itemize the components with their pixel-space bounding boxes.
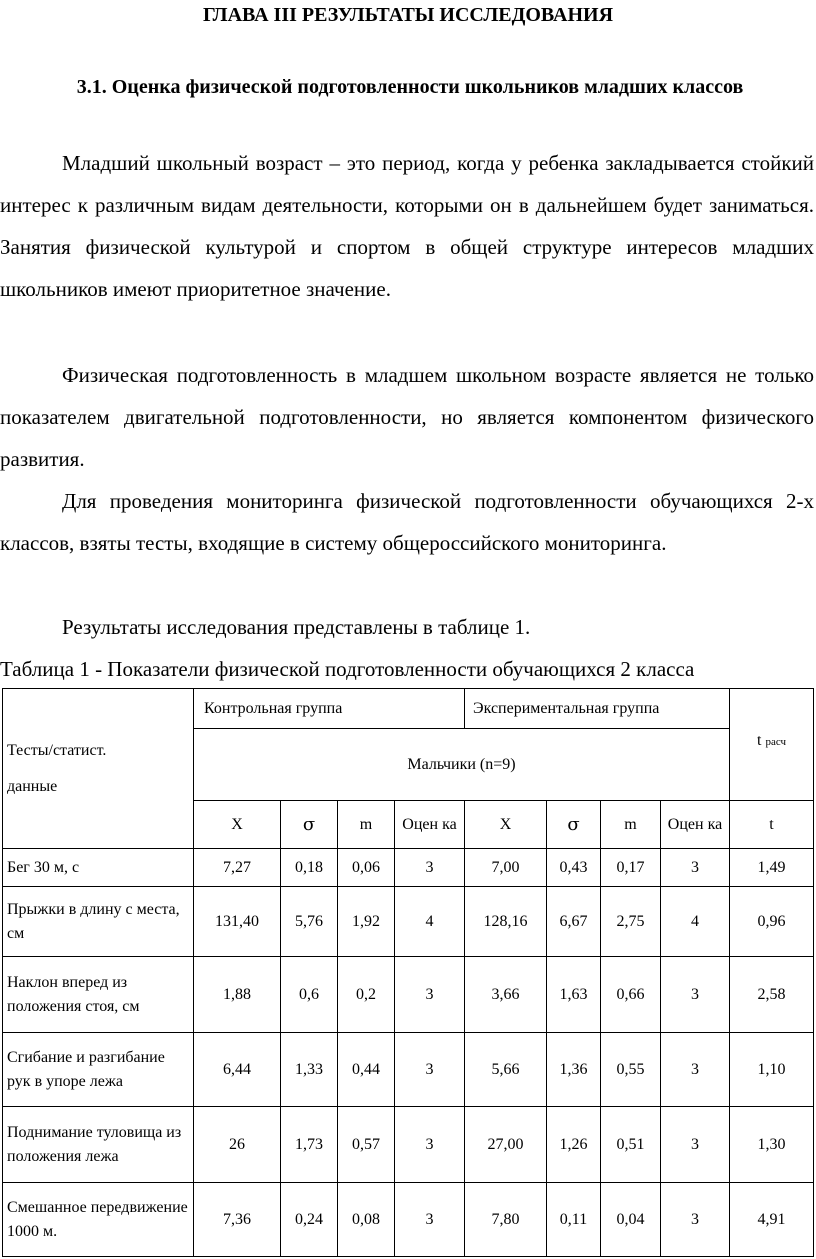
control-sigma: 1,33 <box>281 1033 338 1107</box>
control-x: 26 <box>194 1107 281 1183</box>
table-caption: Таблица 1 - Показатели физической подготовленности обучающихся 2 класса <box>0 657 695 681</box>
header-control-m: m <box>338 801 395 849</box>
row-test-name: Смешанное передвижение 1000 м. <box>3 1183 194 1257</box>
header-tests-line2: данные <box>7 777 58 795</box>
header-t-calc-sub: расч <box>765 736 787 748</box>
exp-score: 3 <box>661 1033 730 1107</box>
table-row <box>3 957 814 1033</box>
paragraph-3: Для проведения мониторинга физической подготовленности обучающихся 2-х классов, взяты тесты, входящие в систему общероссийского мониторинга. <box>0 489 814 555</box>
control-score: 3 <box>395 1183 465 1257</box>
control-score: 4 <box>395 887 465 957</box>
row-test-name: Наклон вперед из положения стоя, см <box>3 957 194 1033</box>
control-x: 7,36 <box>194 1183 281 1257</box>
control-score: 3 <box>395 849 465 887</box>
chapter-title: ГЛАВА III РЕЗУЛЬТАТЫ ИССЛЕДОВАНИЯ <box>202 4 614 26</box>
header-control-sigma: σ <box>281 801 338 849</box>
exp-score: 4 <box>661 887 730 957</box>
exp-sigma: 1,63 <box>547 957 601 1033</box>
control-x: 6,44 <box>194 1033 281 1107</box>
exp-sigma: 6,67 <box>547 887 601 957</box>
exp-x: 5,66 <box>465 1033 547 1107</box>
control-m: 0,06 <box>338 849 395 887</box>
exp-x: 7,00 <box>465 849 547 887</box>
exp-score: 3 <box>661 849 730 887</box>
exp-m: 0,51 <box>601 1107 661 1183</box>
control-sigma: 0,6 <box>281 957 338 1033</box>
header-t-calc-main: t <box>756 732 762 749</box>
t-value: 1,30 <box>730 1107 814 1183</box>
exp-m: 0,66 <box>601 957 661 1033</box>
t-value: 0,96 <box>730 887 814 957</box>
header-t-calc <box>730 689 814 801</box>
table-row <box>3 1033 814 1107</box>
control-score: 3 <box>395 957 465 1033</box>
control-m: 0,57 <box>338 1107 395 1183</box>
exp-score: 3 <box>661 1107 730 1183</box>
control-m: 0,2 <box>338 957 395 1033</box>
table-row <box>3 887 814 957</box>
control-x: 1,88 <box>194 957 281 1033</box>
section-title: 3.1. Оценка физической подготовленности школьников младших классов <box>76 76 744 98</box>
exp-sigma: 1,36 <box>547 1033 601 1107</box>
control-m: 0,08 <box>338 1183 395 1257</box>
header-tests-line1: Тесты/статист. <box>7 741 107 759</box>
t-value: 2,58 <box>730 957 814 1033</box>
control-x: 131,40 <box>194 887 281 957</box>
header-exp-score: Оцен ка <box>661 801 730 849</box>
table-row <box>3 849 814 887</box>
row-test-name: Поднимание туловища из положения лежа <box>3 1107 194 1183</box>
control-sigma: 0,18 <box>281 849 338 887</box>
control-m: 1,92 <box>338 887 395 957</box>
control-score: 3 <box>395 1033 465 1107</box>
header-control-group: Контрольная группа <box>194 689 465 729</box>
row-test-name: Бег 30 м, с <box>3 849 194 887</box>
table-row <box>3 1107 814 1183</box>
control-x: 7,27 <box>194 849 281 887</box>
exp-sigma: 0,11 <box>547 1183 601 1257</box>
row-test-name: Прыжки в длину с места, см <box>3 887 194 957</box>
header-t: t <box>730 801 814 849</box>
header-experimental-group: Экспериментальная группа <box>465 689 730 729</box>
control-m: 0,44 <box>338 1033 395 1107</box>
exp-sigma: 0,43 <box>547 849 601 887</box>
table-row <box>3 1183 814 1257</box>
exp-m: 0,55 <box>601 1033 661 1107</box>
exp-x: 7,80 <box>465 1183 547 1257</box>
header-exp-x: X <box>465 801 547 849</box>
exp-m: 0,17 <box>601 849 661 887</box>
t-value: 4,91 <box>730 1183 814 1257</box>
control-score: 3 <box>395 1107 465 1183</box>
exp-m: 0,04 <box>601 1183 661 1257</box>
control-sigma: 5,76 <box>281 887 338 957</box>
t-value: 1,49 <box>730 849 814 887</box>
control-sigma: 0,24 <box>281 1183 338 1257</box>
results-table <box>2 688 814 1257</box>
t-value: 1,10 <box>730 1033 814 1107</box>
exp-sigma: 1,26 <box>547 1107 601 1183</box>
exp-x: 27,00 <box>465 1107 547 1183</box>
exp-x: 3,66 <box>465 957 547 1033</box>
header-tests <box>3 689 194 849</box>
exp-score: 3 <box>661 1183 730 1257</box>
row-test-name: Сгибание и разгибание рук в упоре лежа <box>3 1033 194 1107</box>
header-exp-sigma: σ <box>547 801 601 849</box>
header-control-score: Оцен ка <box>395 801 465 849</box>
header-control-x: X <box>194 801 281 849</box>
control-sigma: 1,73 <box>281 1107 338 1183</box>
paragraph-1: Младший школьный возраст – это период, когда у ребенка закладывается стойкий интерес к различным видам деятельности, которыми он в дальнейшем будет заниматься. Занятия физической культурой и спортом в общей структуре интересов младших школьников имеют приоритетное значение. <box>0 151 814 301</box>
header-boys: Мальчики (n=9) <box>194 729 730 801</box>
exp-x: 128,16 <box>465 887 547 957</box>
paragraph-4: Результаты исследования представлены в таблице 1. <box>62 615 531 639</box>
header-exp-m: m <box>601 801 661 849</box>
paragraph-2: Физическая подготовленность в младшем школьном возрасте является не только показателем двигательной подготовленности, но является компонентом физического развития. <box>0 363 814 471</box>
exp-m: 2,75 <box>601 887 661 957</box>
exp-score: 3 <box>661 957 730 1033</box>
